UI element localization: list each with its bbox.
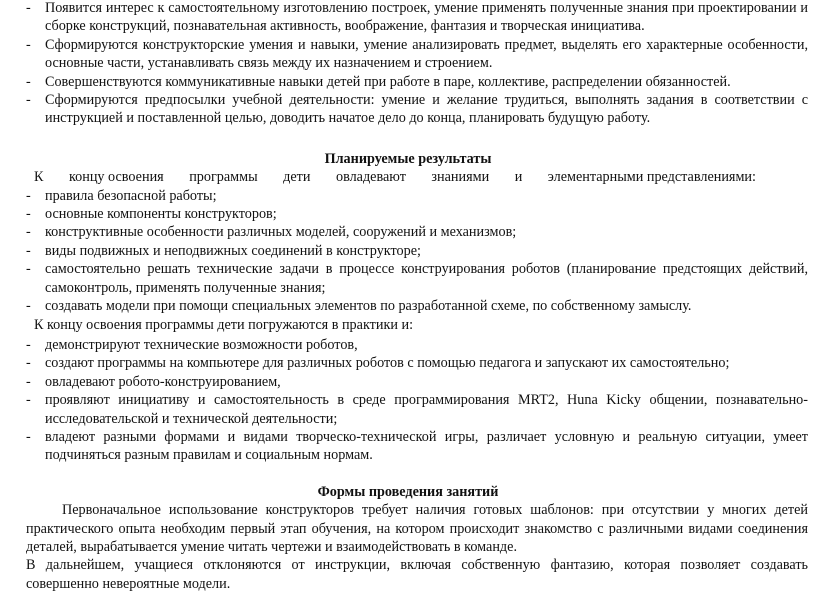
bullet-dash: -	[26, 73, 31, 90]
list-item	[0, 187, 816, 205]
bullet-dash: -	[26, 242, 31, 259]
bullet-dash: -	[26, 92, 31, 109]
list-item	[0, 205, 816, 223]
list-item-text: проявляют инициативу и самостоятельность в среде программирования MRT2, Huna Kicky общении, познавательно-исследовательской и технической деятельности;	[45, 392, 808, 427]
list-item	[0, 391, 816, 428]
list-item-text: основные компоненты конструкторов;	[45, 206, 277, 223]
results-intro	[0, 168, 816, 186]
list-item	[0, 242, 816, 260]
bullet-dash: -	[26, 428, 31, 445]
results-intro-word: знаниями	[431, 169, 490, 186]
bullet-dash: -	[26, 187, 31, 204]
list-item-text: правила безопасной работы;	[45, 187, 217, 204]
knowledge-list	[0, 187, 816, 316]
list-item-text: Совершенствуются коммуникативные навыки детей при работе в паре, коллективе, распределении обязанностей.	[45, 73, 731, 90]
results-intro-word: концу освоения	[68, 169, 164, 186]
forms-paragraph-2	[0, 556, 816, 593]
practice-list	[0, 336, 816, 465]
list-item-text: Сформируются предпосылки учебной деятельности: умение и желание трудиться, выполнять задания в соответствии с инструкцией и поставленной целью, доводить начатое дело до конца, планировать будущую работу.	[45, 92, 808, 127]
bullet-dash: -	[26, 206, 31, 223]
bullet-dash: -	[26, 392, 31, 409]
bullet-dash: -	[26, 224, 31, 241]
list-item-text: создавать модели при помощи специальных элементов по разработанной схеме, по собственному замыслу.	[45, 298, 692, 315]
list-item	[0, 223, 816, 241]
forms-paragraph-1	[0, 501, 816, 556]
results-intro-word: дети	[283, 169, 311, 186]
results-heading: Планируемые результаты	[324, 150, 492, 167]
list-item-text: самостоятельно решать технические задачи в процессе конструирования роботов (планирование предстоящих действий, самоконтроль, применять полученные знания;	[45, 261, 808, 296]
list-item	[0, 36, 816, 73]
list-item-text: овладевают робото-конструированием,	[45, 373, 281, 390]
list-item	[0, 297, 816, 315]
list-item	[0, 354, 816, 372]
results-intro-word: К	[34, 169, 44, 186]
forms-heading: Формы проведения занятий	[317, 483, 499, 500]
list-item-text: конструктивные особенности различных моделей, сооружений и механизмов;	[45, 224, 517, 241]
list-item	[0, 373, 816, 391]
paragraph-text: В дальнейшем, учащиеся отклоняются от инструкции, включая собственную фантазию, которая позволяет создавать совершенно невероятные модели.	[26, 557, 808, 592]
results-intro-word: элементарными представлениями:	[547, 169, 756, 186]
list-item	[0, 91, 816, 128]
bullet-dash: -	[26, 336, 31, 353]
list-item	[0, 260, 816, 297]
paragraph-text: Первоначальное использование конструкторов требует наличия готовых шаблонов: при отсутствии у многих детей практического опыта необходим первый этап обучения, на котором происходит знакомство с различными видами соединения деталей, вырабатывается умение читать чертежи и взаимодействовать в команде.	[26, 502, 808, 555]
list-item	[0, 336, 816, 354]
list-item	[0, 428, 816, 465]
list-item-text: демонстрируют технические возможности роботов,	[45, 336, 358, 353]
bullet-dash: -	[26, 36, 31, 53]
results-intro-word: овладевают	[335, 169, 406, 186]
bullet-dash: -	[26, 355, 31, 372]
list-item	[0, 73, 816, 91]
bullet-dash: -	[26, 0, 31, 16]
list-item	[0, 0, 816, 36]
bullet-dash: -	[26, 373, 31, 390]
list-item-text: виды подвижных и неподвижных соединений в конструкторе;	[45, 242, 421, 259]
list-item-text: Появится интерес к самостоятельному изготовлению построек, умение применять полученные знания при проектировании и сборке конструкций, познавательная активность, воображение, фантазия и творческая инициатива.	[45, 0, 808, 35]
list-item-text: Сформируются конструкторские умения и навыки, умение анализировать предмет, выделять его характерные особенности, основные части, устанавливать связь между их назначением и строением.	[45, 36, 808, 72]
bullet-dash: -	[26, 261, 31, 278]
intro-bullet-list	[0, 0, 816, 128]
list-item-text: владеют разными формами и видами творческо-технической игры, различает условную и реальную ситуации, умеет подчиняться разным правилам и социальным нормам.	[45, 428, 808, 464]
bullet-dash: -	[26, 298, 31, 315]
list-item-text: создают программы на компьютере для различных роботов с помощью педагога и запускают их самостоятельно;	[45, 355, 730, 372]
results-intro-word: программы	[189, 169, 258, 186]
practice-intro: К концу освоения программы дети погружаются в практики и:	[34, 316, 414, 333]
results-intro-word: и	[514, 169, 523, 186]
